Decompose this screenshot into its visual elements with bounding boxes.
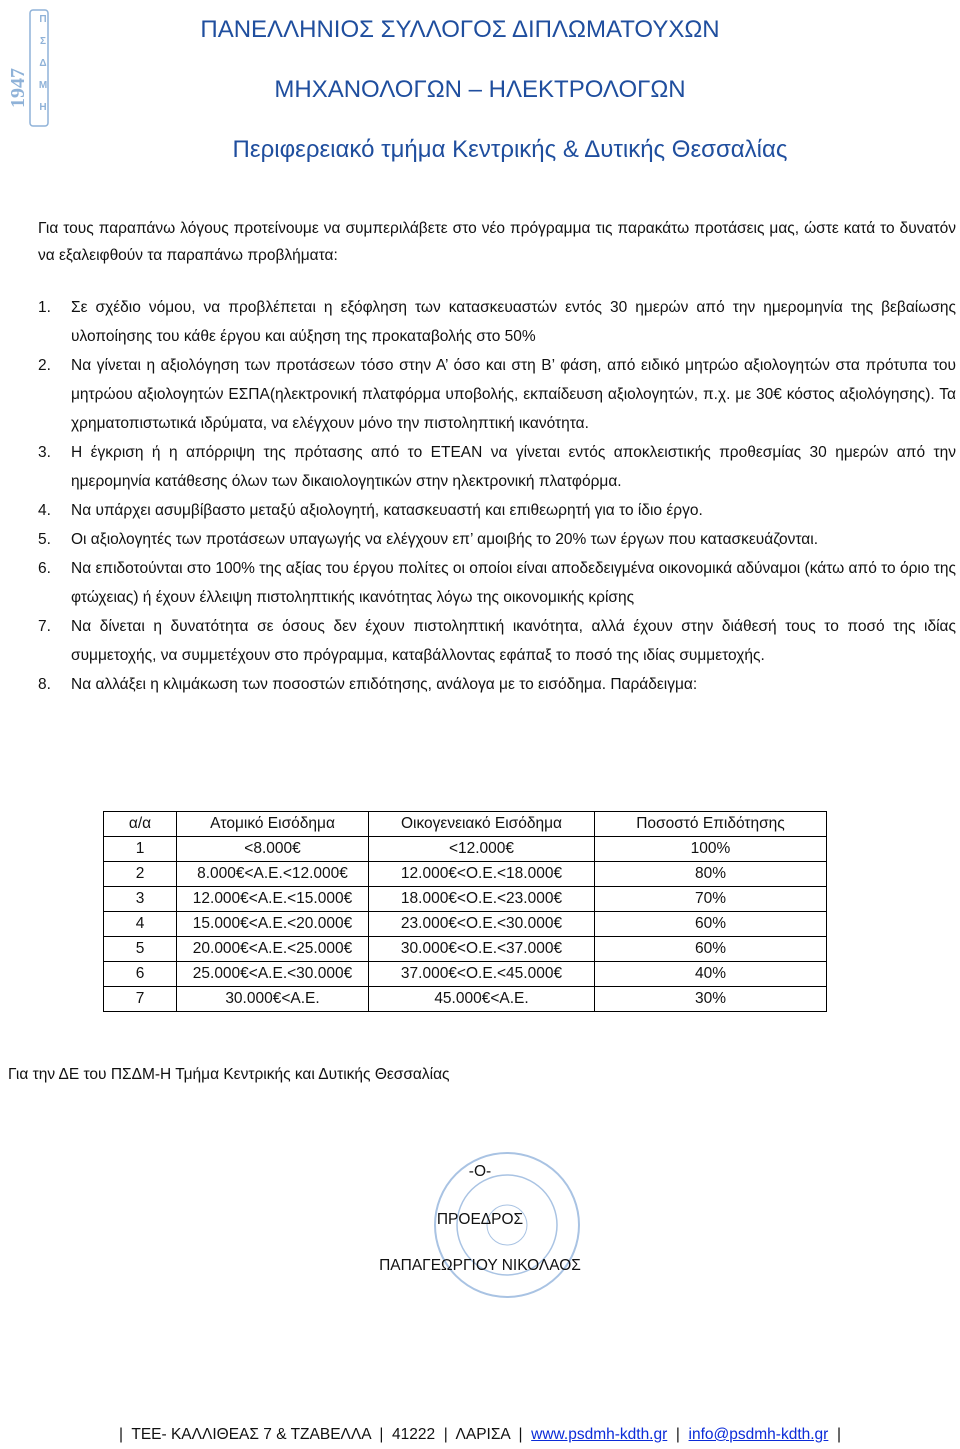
table-cell: 7 — [104, 987, 177, 1012]
list-item: 2. Να γίνεται η αξιολόγηση των προτάσεων τόσο στην Α’ όσο και στη Β’ φάση, από ειδικό μητρώο αξιολογητών στα πρότυπα του μητρώου αξιολογητών ΕΣΠΑ(ηλεκτρονική πλατφόρμα υποβολής, εκπαίδευση αξιολογητών, π.χ. με 30€ κόστος αξιολόγησης). Τα χρηματοπιστωτικά ιδρύματα, να ελέγχουν μόνο την πιστοληπτική ικανότητα. — [38, 357, 956, 432]
footer-postcode: 41222 — [391, 1426, 436, 1443]
page-footer — [0, 1426, 960, 1444]
table-cell: 70% — [595, 887, 827, 912]
table-cell: 18.000€<Ο.Ε.<23.000€ — [369, 887, 595, 912]
table-cell: 60% — [595, 912, 827, 937]
column-header: Οικογενειακό Εισόδημα — [369, 812, 595, 837]
table-cell: 80% — [595, 862, 827, 887]
list-item: 4. Να υπάρχει ασυμβίβαστο μεταξύ αξιολογητή, κατασκευαστή και επιθεωρητή για το ίδιο έργο. — [38, 502, 703, 519]
footer-separator: | — [832, 1426, 841, 1443]
table-cell: 15.000€<Α.Ε.<20.000€ — [177, 912, 369, 937]
table-cell: 30.000€<Α.Ε. — [177, 987, 369, 1012]
table-row — [104, 887, 827, 912]
list-item: 8. Να αλλάξει η κλιμάκωση των ποσοστών επιδότησης, ανάλογα με το εισόδημα. Παράδειγμα: — [38, 676, 698, 693]
header-title-line2: ΜΗΧΑΝΟΛΟΓΩΝ – ΗΛΕΚΤΡΟΛΟΓΩΝ — [274, 76, 686, 103]
table-cell: 30.000€<Ο.Ε.<37.000€ — [369, 937, 595, 962]
proposals-list — [38, 293, 956, 699]
logo-letters: Π Σ Δ Μ Η — [38, 14, 48, 113]
email-link[interactable]: info@psdmh-kdth.gr — [688, 1426, 829, 1443]
table-cell: 8.000€<Α.Ε.<12.000€ — [177, 862, 369, 887]
table-cell: 100% — [595, 837, 827, 862]
table-row — [104, 837, 827, 862]
list-item: 6. Να επιδοτούνται στο 100% της αξίας του έργου πολίτες οι οποίοι είναι αποδεδειγμένα οικονομικά αδύναμοι (κάτω από το όριο της φτώχειας) ή έχουν έλλειψη πιστοληπτικής ικανότητας λόγω της οικονομικής κρίσης — [38, 560, 956, 606]
signatory-name: ΠΑΠΑΓΕΩΡΓΙΟΥ ΝΙΚΟΛΑΟΣ — [379, 1257, 581, 1274]
table-cell: 20.000€<Α.Ε.<25.000€ — [177, 937, 369, 962]
column-header: Ατομικό Εισόδημα — [177, 812, 369, 837]
header-title-line1: ΠΑΝΕΛΛΗΝΙΟΣ ΣΥΛΛΟΓΟΣ ΔΙΠΛΩΜΑΤΟΥΧΩΝ — [200, 16, 720, 43]
footer-address: ΤΕΕ- ΚΑΛΛΙΘΕΑΣ 7 & ΤΖΑΒΕΛΛΑ — [131, 1426, 371, 1443]
table-cell: 4 — [104, 912, 177, 937]
intro-paragraph: Για τους παραπάνω λόγους προτείνουμε να συμπεριλάβετε στο νέο πρόγραμμα τις παρακάτω προτάσεις μας, ώστε κατά το δυνατόν να εξαλειφθούν τα παραπάνω προβλήματα: — [38, 220, 956, 264]
table-cell: <12.000€ — [369, 837, 595, 862]
list-item: 5. Οι αξιολογητές των προτάσεων υπαγωγής να ελέγχουν επ’ αμοιβής το 20% των έργων που κατασκευάζονται. — [38, 531, 818, 548]
table-header-row — [104, 812, 827, 837]
table-cell: 37.000€<Ο.Ε.<45.000€ — [369, 962, 595, 987]
svg-text:1947: 1947 — [7, 68, 29, 108]
table-row — [104, 912, 827, 937]
footer-separator: | — [514, 1426, 527, 1443]
website-link[interactable]: www.psdmh-kdth.gr — [531, 1426, 668, 1443]
signature-mark: -Ο- — [468, 1163, 492, 1180]
on-behalf-line: Για την ΔΕ του ΠΣΔΜ-Η Τμήμα Κεντρικής και Δυτικής Θεσσαλίας — [8, 1066, 450, 1083]
footer-separator: | — [439, 1426, 453, 1443]
table-cell: 45.000€<Α.Ε. — [369, 987, 595, 1012]
footer-separator: | — [118, 1426, 128, 1443]
list-item: 7. Να δίνεται η δυνατότητα σε όσους δεν έχουν πιστοληπτική ικανότητα, αλλά έχουν στην διάθεσή τους το ποσό της ιδίας συμμετοχής, να συμμετέχουν στο πρόγραμμα, καταβάλλοντας εφάπαξ το ποσό της ιδίας συμμετοχής. — [38, 618, 956, 664]
table-cell: 25.000€<Α.Ε.<30.000€ — [177, 962, 369, 987]
table-cell: 12.000€<Ο.Ε.<18.000€ — [369, 862, 595, 887]
table-cell: 23.000€<Ο.Ε.<30.000€ — [369, 912, 595, 937]
table-cell: 5 — [104, 937, 177, 962]
table-row — [104, 937, 827, 962]
column-header: Ποσοστό Επιδότησης — [595, 812, 827, 837]
column-header: α/α — [104, 812, 177, 837]
table-cell: 3 — [104, 887, 177, 912]
signatory-role: ΠΡΟΕΔΡΟΣ — [436, 1211, 524, 1228]
list-item: 3. Η έγκριση ή η απόρριψη της πρότασης από το ΕΤΕΑΝ να γίνεται εντός αποκλειστικής προθεσμίας 30 ημερών από την ημερομηνία κατάθεσης όλων των δικαιολογητικών στην ηλεκτρονική πλατφόρμα. — [38, 444, 956, 490]
table-cell: 2 — [104, 862, 177, 887]
table-cell: 60% — [595, 937, 827, 962]
table-cell: 30% — [595, 987, 827, 1012]
table-cell: 40% — [595, 962, 827, 987]
footer-separator: | — [671, 1426, 685, 1443]
footer-separator: | — [375, 1426, 388, 1443]
subsidy-scale-table — [103, 811, 827, 1012]
table-row — [104, 987, 827, 1012]
table-cell: 6 — [104, 962, 177, 987]
table-cell: 1 — [104, 837, 177, 862]
footer-city: ΛΑΡΙΣΑ — [455, 1426, 510, 1443]
table-cell: <8.000€ — [177, 837, 369, 862]
header-subtitle: Περιφερειακό τμήμα Κεντρικής & Δυτικής Θεσσαλίας — [232, 136, 788, 163]
table-row — [104, 962, 827, 987]
table-cell: 12.000€<Α.Ε.<15.000€ — [177, 887, 369, 912]
table-row — [104, 862, 827, 887]
list-item: 1. Σε σχέδιο νόμου, να προβλέπεται η εξόφληση των κατασκευαστών εντός 30 ημερών από την ημερομηνία της βεβαίωσης υλοποίησης του κάθε έργου και αύξηση της προκαταβολής στο 50% — [38, 299, 956, 345]
association-logo — [7, 8, 52, 128]
